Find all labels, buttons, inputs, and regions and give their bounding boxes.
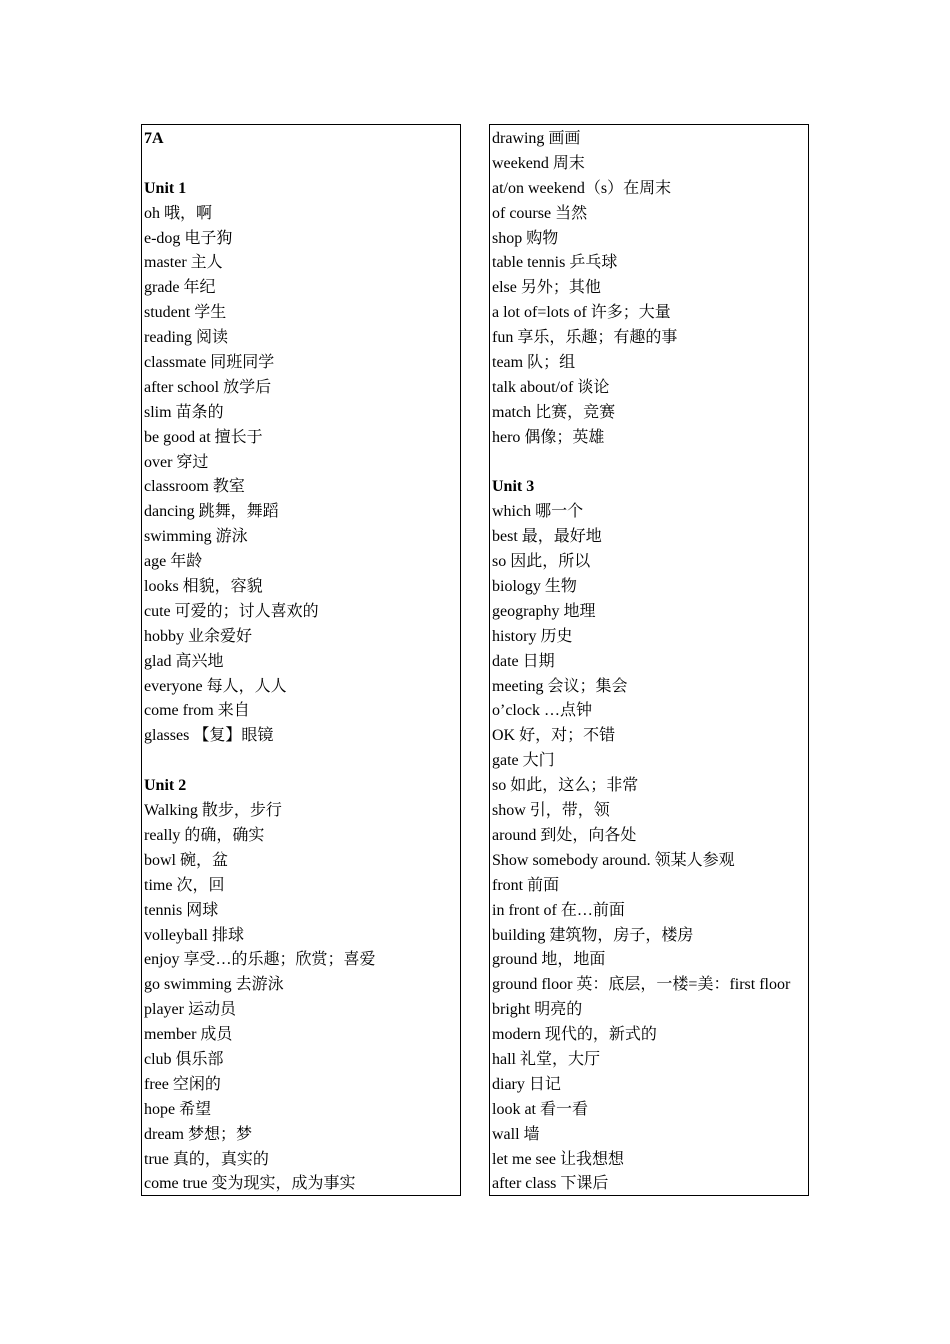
unit-3-heading: Unit 3 [492, 478, 535, 496]
vocab-entry: slim 苗条的 [144, 403, 224, 421]
vocab-entry: bowl 碗，盆 [144, 851, 229, 869]
vocab-entry: team 队；组 [492, 354, 576, 372]
vocab-entry: best 最，最好地 [492, 528, 602, 546]
vocab-entry: cute 可爱的；讨人喜欢的 [144, 602, 319, 620]
vocab-entry: Walking 散步，步行 [144, 802, 282, 820]
vocab-entry: front 前面 [492, 876, 560, 894]
vocab-entry: after class 下课后 [492, 1175, 609, 1193]
vocab-entry: club 俱乐部 [144, 1050, 224, 1068]
vocab-entry: let me see 让我想想 [492, 1150, 624, 1168]
vocab-entry: classroom 教室 [144, 478, 245, 496]
vocab-entry: grade 年纪 [144, 279, 216, 297]
vocab-entry: glad 高兴地 [144, 652, 224, 670]
vocab-entry: come true 变为现实，成为事实 [144, 1175, 356, 1193]
vocab-entry: so 如此，这么；非常 [492, 777, 639, 795]
vocab-entry: ground 地，地面 [492, 951, 606, 969]
vocab-entry: come from 来自 [144, 702, 250, 720]
vocab-entry: match 比赛，竞赛 [492, 403, 616, 421]
vocab-entry: looks 相貌，容貌 [144, 578, 263, 596]
vocab-entry: around 到处，向各处 [492, 826, 637, 844]
vocab-entry: so 因此，所以 [492, 553, 591, 571]
vocab-entry: swimming 游泳 [144, 528, 248, 546]
vocab-entry: tennis 网球 [144, 901, 219, 919]
vocab-entry: geography 地理 [492, 602, 596, 620]
vocab-entry: free 空闲的 [144, 1075, 221, 1093]
vocab-entry: shop 购物 [492, 229, 559, 247]
vocab-entry: talk about/of 谈论 [492, 378, 610, 396]
vocab-entry: time 次，回 [144, 876, 225, 894]
vocab-entry: biology 生物 [492, 578, 577, 596]
vocab-entry: e-dog 电子狗 [144, 229, 233, 247]
vocab-entry: in front of 在…前面 [492, 901, 625, 919]
unit-2-continued-list [492, 127, 808, 451]
spacer [144, 152, 460, 177]
vocab-entry: at/on weekend（s）在周末 [492, 179, 672, 197]
spacer [144, 749, 460, 774]
vocab-entry: meeting 会议；集会 [492, 677, 628, 695]
vocab-entry: really 的确，确实 [144, 826, 265, 844]
vocab-entry: history 历史 [492, 627, 573, 645]
vocab-entry: look at 看一看 [492, 1100, 588, 1118]
vocab-entry: enjoy 享受…的乐趣；欣赏；喜爱 [144, 951, 376, 969]
vocab-entry: classmate 同班同学 [144, 354, 275, 372]
unit-2-list [144, 799, 460, 1196]
grade-title: 7A [144, 130, 164, 147]
unit-1-heading: Unit 1 [144, 179, 187, 197]
vocab-entry: dancing 跳舞，舞蹈 [144, 503, 279, 521]
vocab-entry: fun 享乐，乐趣；有趣的事 [492, 329, 678, 347]
unit-3-list [492, 500, 808, 1196]
vocab-entry: gate 大门 [492, 752, 555, 770]
left-column [141, 124, 461, 1196]
vocab-entry: be good at 擅长于 [144, 428, 263, 446]
vocab-entry: OK 好，对；不错 [492, 727, 616, 745]
vocab-entry: bright 明亮的 [492, 1001, 583, 1019]
vocab-entry: after school 放学后 [144, 378, 272, 396]
vocab-entry: reading 阅读 [144, 329, 228, 347]
vocab-entry: true 真的，真实的 [144, 1150, 269, 1168]
unit-1-list [144, 202, 460, 750]
vocab-entry: which 哪一个 [492, 503, 584, 521]
vocab-entry: else 另外；其他 [492, 279, 601, 297]
vocab-entry: hero 偶像；英雄 [492, 428, 605, 446]
vocab-entry: age 年龄 [144, 553, 203, 571]
vocab-entry: ground floor 英：底层，一楼=美：first floor [492, 976, 791, 994]
vocab-entry: member 成员 [144, 1026, 233, 1044]
vocab-entry: o’clock …点钟 [492, 702, 592, 720]
vocab-entry: volleyball 排球 [144, 926, 244, 944]
vocab-entry: hobby 业余爱好 [144, 627, 253, 645]
vocab-entry: a lot of=lots of 许多；大量 [492, 304, 671, 322]
vocab-entry: go swimming 去游泳 [144, 976, 284, 994]
vocab-entry: drawing 画画 [492, 130, 581, 147]
vocab-entry: date 日期 [492, 652, 555, 670]
vocab-entry: table tennis 乒乓球 [492, 254, 618, 272]
vocab-entry: student 学生 [144, 304, 227, 322]
vocab-entry: wall 墙 [492, 1125, 540, 1143]
vocab-entry: dream 梦想；梦 [144, 1125, 252, 1143]
right-column [489, 124, 809, 1196]
vocab-entry: oh 哦，啊 [144, 204, 213, 222]
vocab-entry: master 主人 [144, 254, 223, 272]
vocab-entry: show 引，带，领 [492, 802, 610, 820]
vocab-entry: Show somebody around. 领某人参观 [492, 851, 735, 869]
unit-2-heading: Unit 2 [144, 777, 187, 795]
spacer [492, 451, 808, 476]
vocab-entry: weekend 周末 [492, 154, 585, 172]
vocab-entry: of course 当然 [492, 204, 588, 222]
vocab-entry: hope 希望 [144, 1100, 212, 1118]
vocab-entry: glasses 【复】眼镜 [144, 727, 274, 745]
vocab-entry: diary 日记 [492, 1075, 561, 1093]
vocab-entry: building 建筑物，房子，楼房 [492, 926, 694, 944]
vocab-entry: over 穿过 [144, 453, 209, 471]
vocab-entry: hall 礼堂，大厅 [492, 1050, 600, 1068]
vocab-entry: player 运动员 [144, 1001, 236, 1019]
vocab-entry: everyone 每人，人人 [144, 677, 287, 695]
vocab-entry: modern 现代的，新式的 [492, 1026, 657, 1044]
